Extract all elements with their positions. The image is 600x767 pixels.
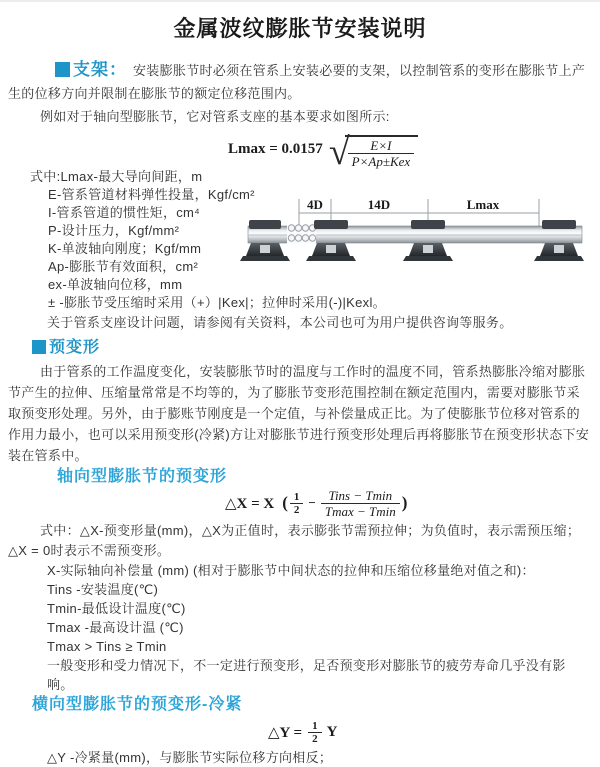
one-half-fraction — [290, 491, 304, 516]
half-denominator: 2 — [290, 503, 304, 516]
axial-variables-list — [47, 561, 592, 694]
section-marker-icon — [32, 340, 46, 354]
support-section-paragraph — [8, 58, 592, 105]
open-paren: ( — [282, 493, 288, 512]
list-item: K-单波轴向刚度；Kgf/mm — [48, 241, 202, 256]
lateral-formula-rhs: Y — [326, 723, 338, 740]
list-item: Tmax -最高设计温 (℃) — [47, 620, 184, 635]
bellows-icon — [287, 225, 316, 244]
half-denominator: 2 — [308, 732, 322, 745]
axial-subheading: 轴向型膨胀节的预变形 — [57, 468, 228, 485]
prestrain-paragraph: 由于管系的工作温度变化，安装膨胀节时的温度与工作时的温度不同，管系热膨胀冷缩对膨胀节产生的拉伸、压缩量常常是不均等的，为了膨胀节变形范围控制在额定范围内，需要对膨胀节采取预变形处理。另外，由于膨账节刚度是一个定值，与补偿量成正比。为了使膨胀节位移对管系的作用力最小，也可以采用预变形(冷紧)方让对膨胀节进行预变形处理后再将膨胀节在预变形状态下安装在管系中。 — [8, 364, 590, 463]
page-title: 金属波纹膨胀节安装说明 — [173, 16, 427, 41]
lateral-subheading: 横向型膨胀节的预变形-冷紧 — [32, 696, 243, 713]
lmax-fraction-denominator: P×Ap±Kex — [348, 153, 415, 169]
list-item: X-实际轴向补偿量 (mm) (相对于膨胀节中间状态的拉伸和压缩位移量绝对值之和)： — [47, 563, 535, 578]
pipe-support-diagram — [246, 196, 596, 288]
prestrain-heading-text: 预变形 — [49, 339, 101, 356]
sqrt-content — [345, 135, 419, 169]
half-numerator: 1 — [312, 719, 318, 732]
support-heading: 支架： — [73, 60, 127, 79]
one-half-fraction — [308, 720, 322, 745]
close-paren: ) — [401, 493, 408, 512]
support-intro-text: 安装膨胀节时必须在管系上安装必要的支架，以控制管系的变形在膨胀节上产生的位移方向并限制在膨胀节的额定位移范围内。 — [8, 63, 586, 101]
list-item: Tins -安装温度(℃) — [47, 582, 159, 597]
axial-prestrain-formula — [225, 487, 600, 519]
lateral-formula-note: △Y -冷紧量(mm)，与膨胀节实际位移方向相反； — [47, 750, 333, 765]
minus-sign: − — [308, 495, 316, 510]
lmax-formula — [228, 130, 600, 173]
support-example-text: 例如对于轴向型膨胀节，它对管系支座的基本要求如图所示: — [40, 109, 390, 124]
dim-label-14d: 14D — [367, 197, 391, 212]
lmax-fraction-numerator: E×I — [370, 138, 392, 153]
prestrain-section-heading — [32, 337, 600, 359]
lmax-formula-lhs: Lmax = 0.0157 — [228, 140, 323, 157]
list-item: 一般变形和受力情况下，不一定进行预变形，足否预变形对膨胀节的疲劳寿命几乎没有影响。 — [47, 658, 566, 692]
half-numerator: 1 — [293, 490, 300, 503]
lateral-formula-lhs: △Y = — [268, 724, 303, 741]
list-item: ex-单波轴向位移，mm — [48, 277, 183, 292]
list-item: Tmax > Tins ≥ Tmin — [47, 639, 167, 654]
temperature-fraction — [321, 488, 400, 519]
list-item: ± -膨胀节受压缩时采用（+）|Kex|；拉伸时采用(-)|Kexl。 — [48, 295, 386, 310]
lmax-fraction — [348, 138, 415, 169]
section-marker-icon — [55, 62, 70, 77]
list-item: I-管系管道的惯性矩，cm⁴ — [48, 205, 201, 220]
list-item: Ap-膨胀节有效面积，cm² — [48, 259, 199, 274]
lateral-prestrain-formula — [268, 717, 600, 747]
temperature-fraction-numerator: Tins − Tmin — [328, 487, 393, 503]
axial-formula-note: 式中：△X-预变形量(mm)，△X为正值时，表示膨张节需预拉伸；为负值时，表示需预压缩；△X = 0时表示不需预变形。 — [8, 523, 581, 558]
sqrt-radical-icon: √ — [328, 131, 350, 173]
list-item: Tmin-最低设计温度(℃) — [47, 601, 186, 616]
list-item: 式中:Lmax-最大导向间距，m — [30, 169, 203, 184]
temperature-fraction-denominator: Tmax − Tmin — [321, 503, 400, 519]
list-item: P-设计压力，Kgf/mm² — [48, 223, 180, 238]
axial-formula-lhs: △X = X — [225, 495, 275, 512]
dim-label-4d: 4D — [307, 197, 323, 212]
pipe-support-diagram-svg — [246, 196, 596, 288]
list-item: E-管系管道材料弹性投量，Kgf/cm² — [48, 187, 255, 202]
consulting-note: 关于管系支座设计问题，请参阅有关资料，本公司也可为用户提供咨询等服务。 — [47, 315, 513, 330]
dim-label-lmax: Lmax — [466, 197, 500, 212]
